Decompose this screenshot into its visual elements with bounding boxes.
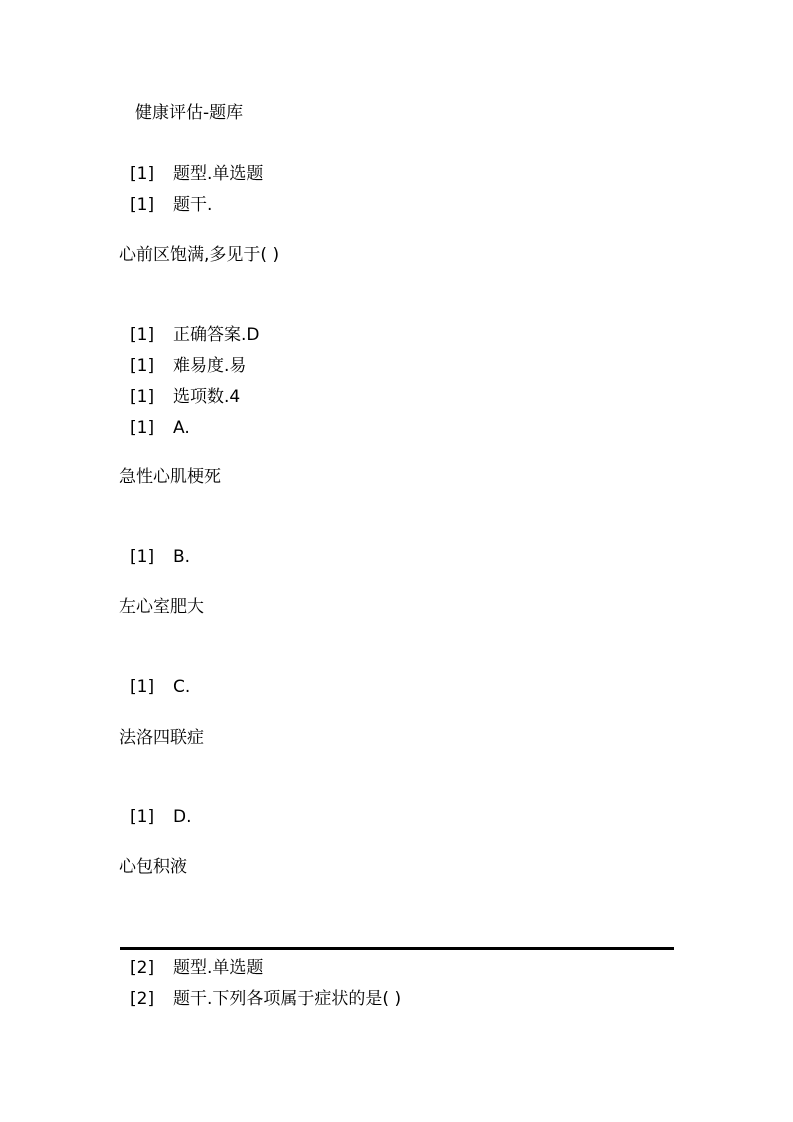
q1-answer-tag: [1] (130, 325, 155, 345)
q1-option-d-label: D. (173, 807, 192, 827)
q1-difficulty: 难易度.易 (173, 356, 247, 376)
q1-option-b-tag: [1] (130, 547, 155, 567)
q1-option-b-label: B. (173, 547, 191, 567)
question-divider (120, 947, 674, 950)
q1-option-a-text: 急性心肌梗死 (119, 467, 221, 487)
q1-option-c-label: C. (173, 677, 191, 697)
q1-option-c-text: 法洛四联症 (119, 728, 204, 748)
q1-option-b-text: 左心室肥大 (119, 597, 204, 617)
q1-type: 题型.单选题 (173, 164, 264, 184)
q1-stem-label: 题干. (173, 195, 213, 215)
q1-option-c-tag: [1] (130, 677, 155, 697)
q2-type-tag: [2] (130, 958, 155, 978)
q1-option-a-label: A. (173, 418, 190, 438)
q1-option-a-tag: [1] (130, 418, 155, 438)
q2-stem: 题干.下列各项属于症状的是( ) (173, 989, 402, 1009)
q2-type: 题型.单选题 (173, 958, 264, 978)
q1-answer: 正确答案.D (173, 325, 260, 345)
q1-stem-tag: [1] (130, 195, 155, 215)
q1-options-count: 选项数.4 (173, 387, 241, 407)
q1-stem-text: 心前区饱满,多见于( ) (119, 245, 280, 265)
q2-stem-tag: [2] (130, 989, 155, 1009)
q1-type-tag: [1] (130, 164, 155, 184)
q1-difficulty-tag: [1] (130, 356, 155, 376)
page-title: 健康评估-题库 (135, 103, 244, 123)
q1-option-d-tag: [1] (130, 807, 155, 827)
q1-options-count-tag: [1] (130, 387, 155, 407)
q1-option-d-text: 心包积液 (119, 857, 187, 877)
